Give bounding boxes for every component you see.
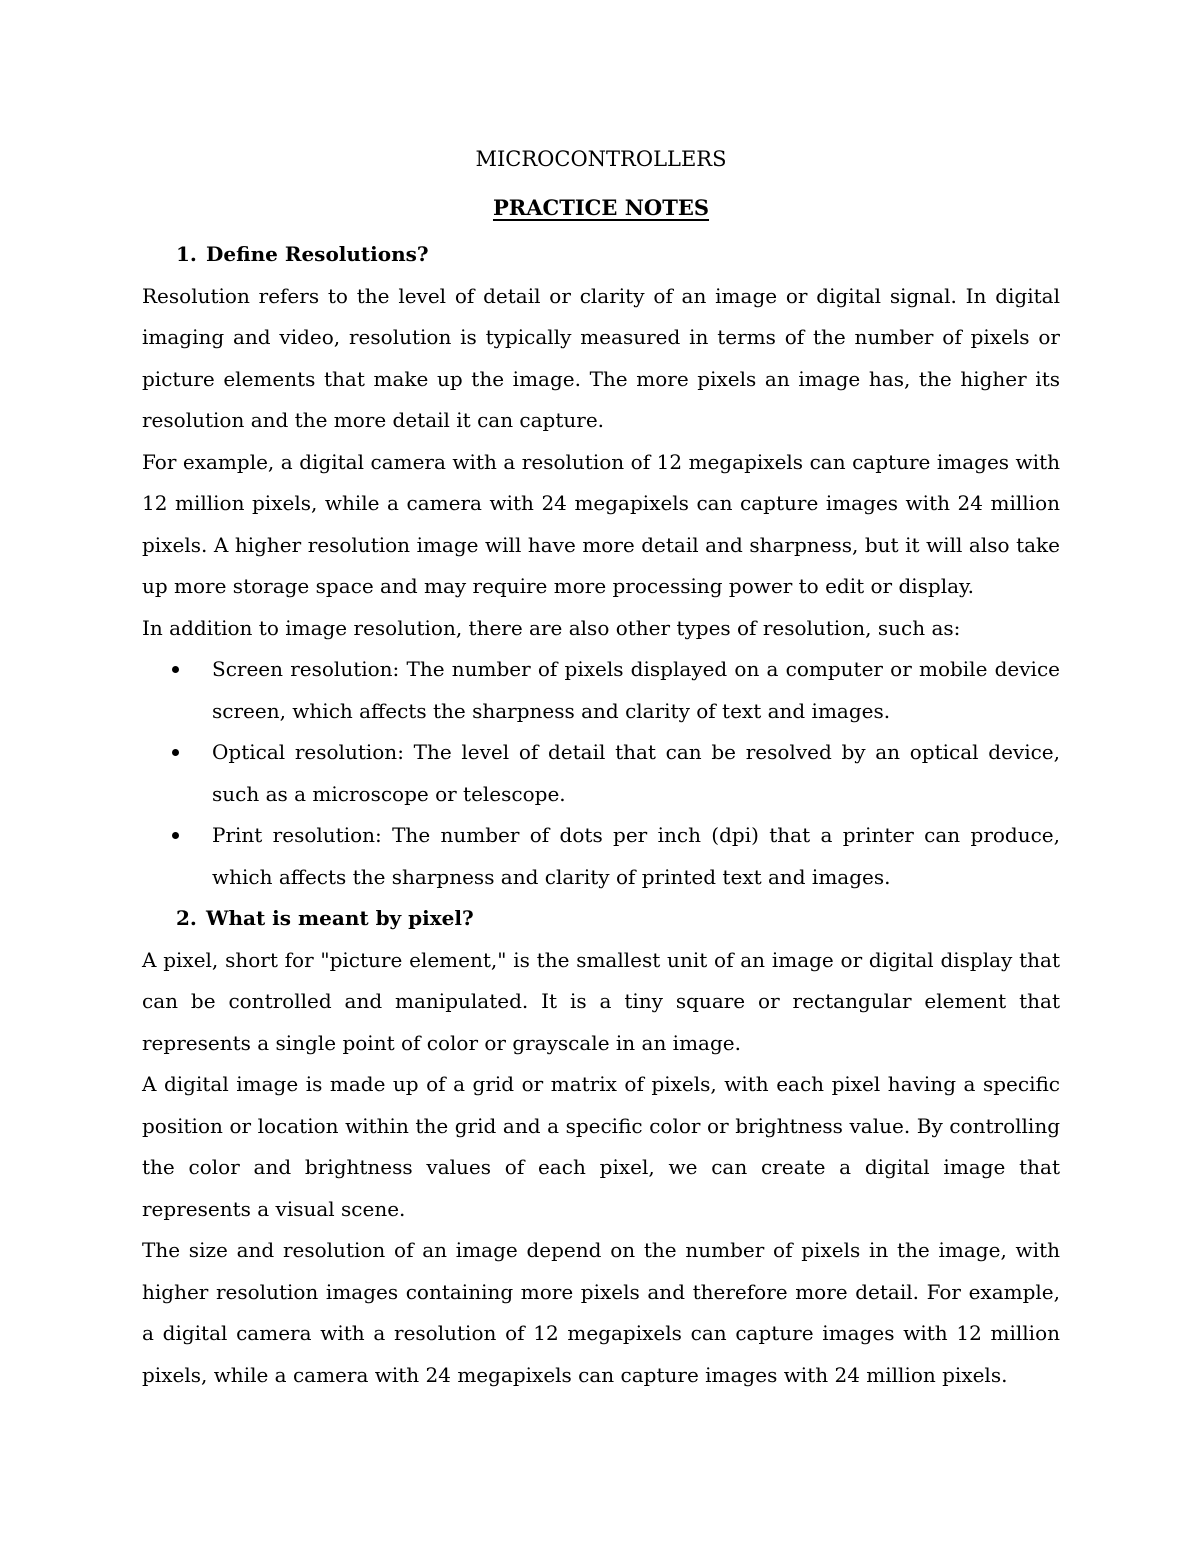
- bullet-icon: [172, 832, 179, 839]
- paragraph: The size and resolution of an image depend on the number of pixels in the image, with higher resolution images containing more pixels and therefore more detail. For example, a digital camera with a resolution of 12 megapixels can capture images with 12 million pixels, while a camera with 24 megapixels can capture images with 24 million pixels.: [142, 1238, 1060, 1387]
- page-content: [142, 136, 1060, 1396]
- bullet-list: [142, 649, 1060, 898]
- bullet-icon: [172, 666, 179, 673]
- list-item: [142, 815, 1060, 898]
- document-title: MICROCONTROLLERS: [475, 147, 727, 171]
- list-item: [142, 732, 1060, 815]
- question-2-number: 2.: [176, 906, 197, 930]
- paragraph: For example, a digital camera with a resolution of 12 megapixels can capture images with 12 million pixels, while a camera with 24 megapixels can capture images with 24 million pixels. A higher resolution image will have more detail and sharpness, but it will also take up more storage space and may require more processing power to edit or display.: [142, 449, 1060, 598]
- question-2-text: What is meant by pixel?: [206, 906, 474, 930]
- question-1-text: Define Resolutions?: [206, 242, 429, 266]
- list-item-text: Optical resolution: The level of detail that can be resolved by an optical device, such as a microscope or telescope.: [212, 740, 1060, 806]
- paragraph: A digital image is made up of a grid or matrix of pixels, with each pixel having a specific position or location within the grid and a specific color or brightness value. By controlling the color and brightness values of each pixel, we can create a digital image that represents a visual scene.: [142, 1072, 1060, 1221]
- question-2-heading: [142, 898, 1060, 940]
- document-subtitle: PRACTICE NOTES: [492, 195, 710, 220]
- question-1-heading: [142, 234, 1060, 276]
- list-item-text: Print resolution: The number of dots per inch (dpi) that a printer can produce, which affects the sharpness and clarity of printed text and images.: [212, 823, 1060, 889]
- bullet-icon: [172, 749, 179, 756]
- paragraph: A pixel, short for "picture element," is the smallest unit of an image or digital display that can be controlled and manipulated. It is a tiny square or rectangular element that represents a single point of color or grayscale in an image.: [142, 947, 1060, 1055]
- question-1-number: 1.: [176, 242, 197, 266]
- list-item-text: Screen resolution: The number of pixels displayed on a computer or mobile device screen, which affects the sharpness and clarity of text and images.: [212, 657, 1060, 723]
- paragraph: In addition to image resolution, there are also other types of resolution, such as:: [142, 615, 961, 640]
- paragraph: Resolution refers to the level of detail or clarity of an image or digital signal. In digital imaging and video, resolution is typically measured in terms of the number of pixels or picture elements that make up the image. The more pixels an image has, the higher its resolution and the more detail it can capture.: [142, 283, 1060, 432]
- list-item: [142, 649, 1060, 732]
